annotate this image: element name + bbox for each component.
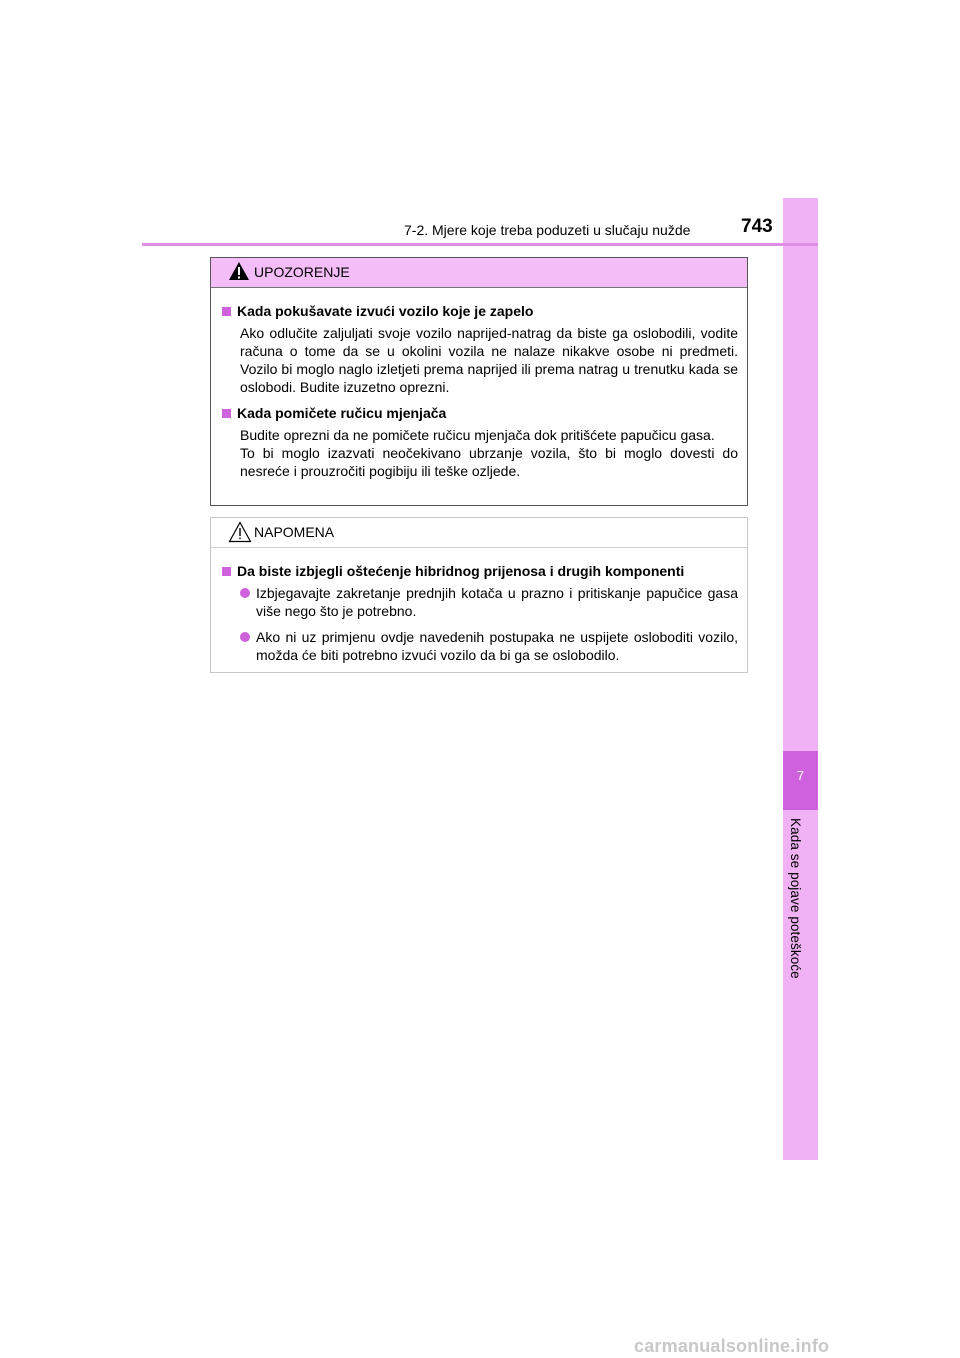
page-number: 743: [741, 216, 773, 237]
warning-item-heading: [222, 302, 738, 320]
warning-item-heading: [222, 404, 738, 422]
watermark: carmanualsonline.info: [634, 1336, 830, 1356]
side-tab: [783, 198, 818, 1160]
warning-header: [211, 258, 747, 288]
note-body: [211, 548, 747, 664]
warning-paragraph: Ako odlučite zaljuljati svoje vozilo naprijed-natrag da biste ga oslobodili, vodite računa o tome da se u okolini vozila ne nalaze nikakve osobe ni predmeti. Vozilo bi moglo naglo izletjeti prema naprijed ili prema natrag u trenutku kada se oslobodi. Budite izuzetno oprezni.: [240, 325, 738, 395]
square-bullet-icon: [222, 567, 231, 576]
note-bullet: [240, 584, 738, 620]
square-bullet-icon: [222, 409, 231, 418]
note-title: NAPOMENA: [254, 524, 335, 540]
chapter-label: Kada se pojave poteškoće: [788, 818, 803, 979]
warning-item-heading-text: Kada pomičete ručicu mjenjača: [237, 405, 447, 421]
warning-body: [211, 288, 747, 480]
warning-box: [210, 257, 748, 506]
note-box: [210, 517, 748, 673]
square-bullet-icon: [222, 307, 231, 316]
note-bullet: [240, 628, 738, 664]
note-header: [211, 518, 747, 548]
warning-icon: [228, 261, 250, 281]
round-bullet-icon: [240, 588, 250, 598]
note-bullet-text: Ako ni uz primjenu ovdje navedenih postupaka ne uspijete osloboditi vozilo, možda će biti potrebno izvući vozilo da bi ga se oslobodilo.: [256, 629, 738, 663]
note-heading-text: Da biste izbjegli oštećenje hibridnog prijenosa i drugih komponenti: [237, 563, 685, 579]
note-heading: [222, 562, 738, 580]
warning-title: UPOZORENJE: [254, 264, 350, 280]
chapter-number: 7: [796, 768, 805, 783]
round-bullet-icon: [240, 632, 250, 642]
caution-outline-icon: [228, 521, 252, 543]
header-rule: [142, 243, 818, 246]
warning-paragraph: Budite oprezni da ne pomičete ručicu mjenjača dok pritišćete papučicu gasa.: [240, 427, 715, 443]
note-bullet-text: Izbjegavajte zakretanje prednjih kotača u prazno i pritiskanje papučice gasa više nego što je potrebno.: [256, 585, 738, 619]
section-title: 7-2. Mjere koje treba poduzeti u slučaju nužde: [404, 222, 691, 238]
warning-paragraph: To bi moglo izazvati neočekivano ubrzanje vozila, što bi moglo dovesti do nesreće i prouzročiti pogibiju ili teške ozljede.: [240, 445, 738, 479]
warning-item-heading-text: Kada pokušavate izvući vozilo koje je zapelo: [237, 303, 534, 319]
